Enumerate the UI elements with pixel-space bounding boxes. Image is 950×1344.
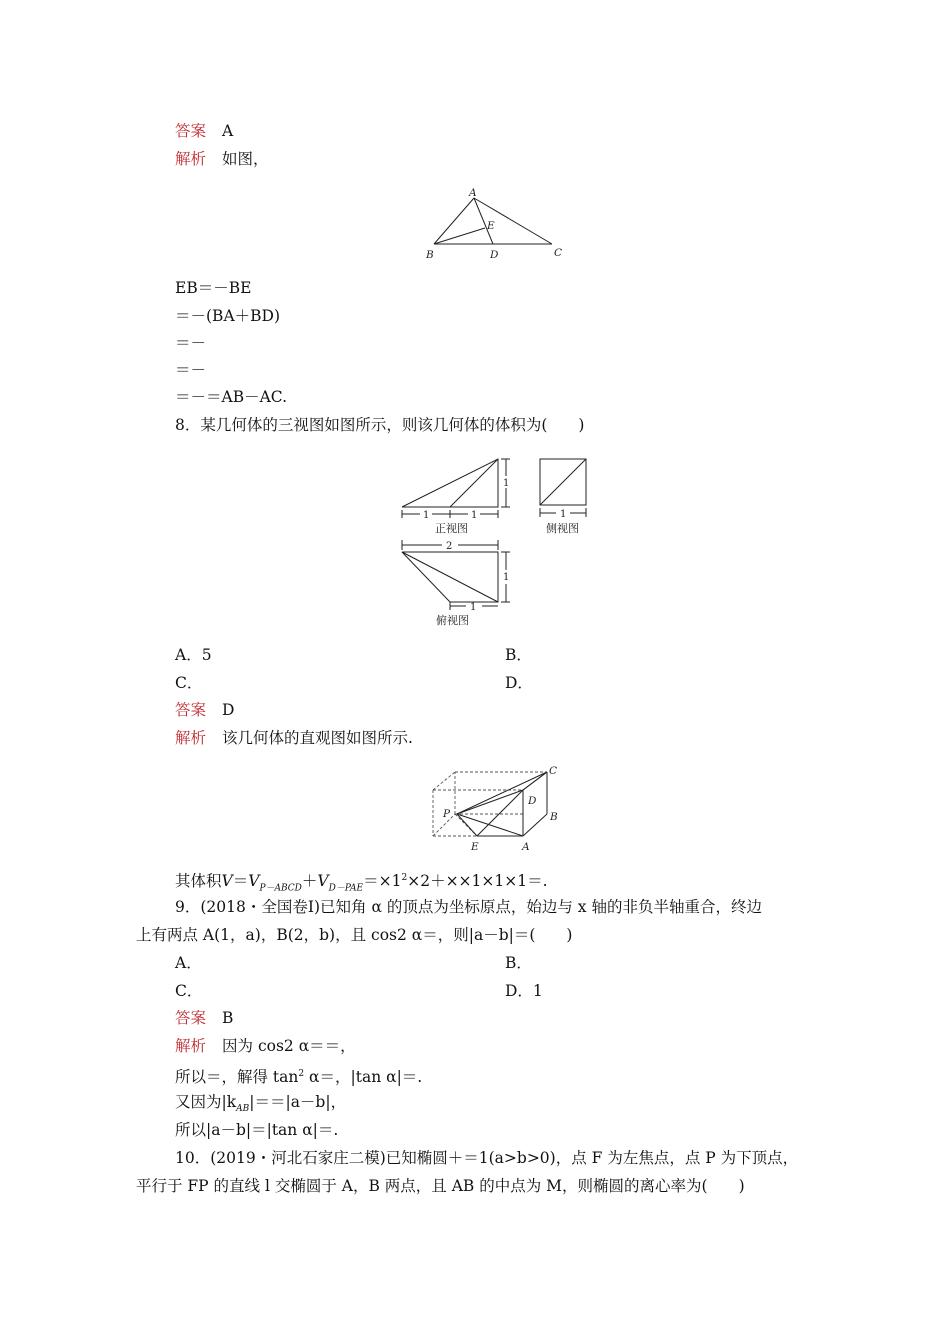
step-2-post: |＝＝|a－b|， xyxy=(249,1093,347,1111)
label-e: E xyxy=(471,841,479,853)
front-dim-1b: 1 xyxy=(471,510,478,521)
label-b: B xyxy=(426,249,434,261)
segment-ac xyxy=(474,198,552,244)
segment-ab xyxy=(434,198,474,244)
front-view-inner-line xyxy=(450,459,498,507)
q9-option-a: A． xyxy=(175,954,202,972)
q8-option-b: B． xyxy=(505,646,532,664)
step-1-sup: 2 xyxy=(298,1069,305,1079)
q9-option-b: B． xyxy=(505,954,532,972)
analysis-text: 该几何体的直观图如图所示. xyxy=(222,729,413,747)
front-dim-height: 1 xyxy=(503,478,510,489)
q9-step-1 xyxy=(175,1064,422,1087)
q9-step-3: 所以|a－b|＝|tan α|＝. xyxy=(175,1121,339,1139)
volume-plus: ＋ xyxy=(301,872,318,891)
volume-sub-2: D－PAE xyxy=(328,883,364,894)
label-a: A xyxy=(522,841,530,853)
volume-symbol-2: V xyxy=(317,872,329,891)
segment-be xyxy=(434,228,485,244)
front-view-caption: 正视图 xyxy=(435,522,468,535)
answer-value: D xyxy=(222,701,235,719)
q7-step-3: ＝－ xyxy=(175,334,207,352)
analysis-text: 因为 cos2 α＝＝， xyxy=(222,1037,356,1055)
label-e: E xyxy=(487,220,495,232)
side-view-diagonal xyxy=(540,459,586,505)
q7-analysis-line xyxy=(175,149,269,169)
top-view-caption: 俯视图 xyxy=(436,614,469,627)
top-dim-height: 1 xyxy=(503,572,510,583)
volume-symbol-1: V xyxy=(248,872,260,891)
volume-tail: ×2＋××1×1×1＝. xyxy=(407,872,548,891)
volume-symbol: V xyxy=(221,872,233,891)
q7-step-2: ＝－(BA＋BD) xyxy=(175,307,280,325)
label-a: A xyxy=(469,187,477,199)
label-c: C xyxy=(549,765,558,777)
top-dim-1: 1 xyxy=(470,602,477,613)
q8-analysis-line xyxy=(175,728,413,748)
volume-square: 2 xyxy=(401,873,408,883)
analysis-label: 解析 xyxy=(175,1037,207,1055)
analysis-label: 解析 xyxy=(175,729,207,747)
triangle-figure xyxy=(420,188,570,266)
analysis-label: 解析 xyxy=(175,150,207,168)
answer-label: 答案 xyxy=(175,1009,207,1027)
q10-stem-line-2: 平行于 FP 的直线 l 交椭圆于 A，B 两点，且 AB 的中点为 M，则椭圆的离心率为( ) xyxy=(136,1177,745,1195)
q9-stem-line-2: 上有两点 A(1，a)，B(2，b)，且 cos2 α＝，则|a－b|＝( ) xyxy=(136,926,573,944)
q9-option-c: C． xyxy=(175,982,203,1000)
q8-option-d: D． xyxy=(505,674,533,692)
answer-label: 答案 xyxy=(175,122,207,140)
three-view-figure xyxy=(398,452,598,632)
side-view-caption: 侧视图 xyxy=(546,522,579,535)
q9-stem-line-1: 9．(2018・全国卷Ⅰ)已知角 α 的顶点为坐标原点，始边与 x 轴的非负半轴重合，终边 xyxy=(175,898,762,916)
step-2-pre: 又因为|k xyxy=(175,1093,237,1111)
answer-value: B xyxy=(222,1009,234,1027)
edge-pc xyxy=(457,772,547,814)
q9-answer-line xyxy=(175,1008,233,1028)
q7-answer-line xyxy=(175,121,233,141)
q8-stem: 8．某几何体的三视图如图所示，则该几何体的体积为( ) xyxy=(175,416,585,434)
q7-step-5: ＝－＝AB－AC. xyxy=(175,388,288,406)
q7-step-4: ＝－ xyxy=(175,361,207,379)
label-c: C xyxy=(554,247,563,259)
q9-step-2 xyxy=(175,1092,346,1119)
volume-eq: ＝ xyxy=(232,872,249,891)
q9-analysis-line xyxy=(175,1036,356,1056)
q7-step-1: EB＝－BE xyxy=(175,279,252,297)
solid-figure xyxy=(425,764,575,856)
edge-pd xyxy=(457,790,523,814)
q8-volume-line xyxy=(175,868,548,898)
analysis-text: 如图， xyxy=(222,150,269,168)
label-b: B xyxy=(550,811,558,823)
side-dim-1: 1 xyxy=(560,509,567,520)
q9-option-d: D．1 xyxy=(505,982,543,1000)
label-d: D xyxy=(490,249,499,261)
top-view-diagonal xyxy=(402,552,498,602)
q10-stem-line-1: 10．(2019・河北石家庄二模)已知椭圆＋＝1(a>b>0)，点 F 为左焦点，点 P 为下顶点， xyxy=(175,1149,799,1167)
q8-answer-line xyxy=(175,700,234,720)
volume-prefix: 其体积 xyxy=(175,872,222,891)
answer-label: 答案 xyxy=(175,701,207,719)
q8-option-a: A．5 xyxy=(175,646,212,664)
step-1-pre: 所以＝，解得 tan xyxy=(175,1068,299,1087)
label-p: P xyxy=(443,808,451,820)
step-1-post: α＝，|tan α|＝. xyxy=(304,1068,423,1087)
front-dim-1a: 1 xyxy=(423,510,430,521)
q8-option-c: C． xyxy=(175,674,203,692)
label-d: D xyxy=(528,795,537,807)
step-2-sub: AB xyxy=(236,1104,250,1115)
volume-mid: ＝×1 xyxy=(363,872,402,891)
top-dim-2: 2 xyxy=(446,541,453,552)
answer-value: A xyxy=(222,122,234,140)
front-view-outline xyxy=(402,459,498,507)
volume-sub-1: P－ABCD xyxy=(259,883,302,894)
